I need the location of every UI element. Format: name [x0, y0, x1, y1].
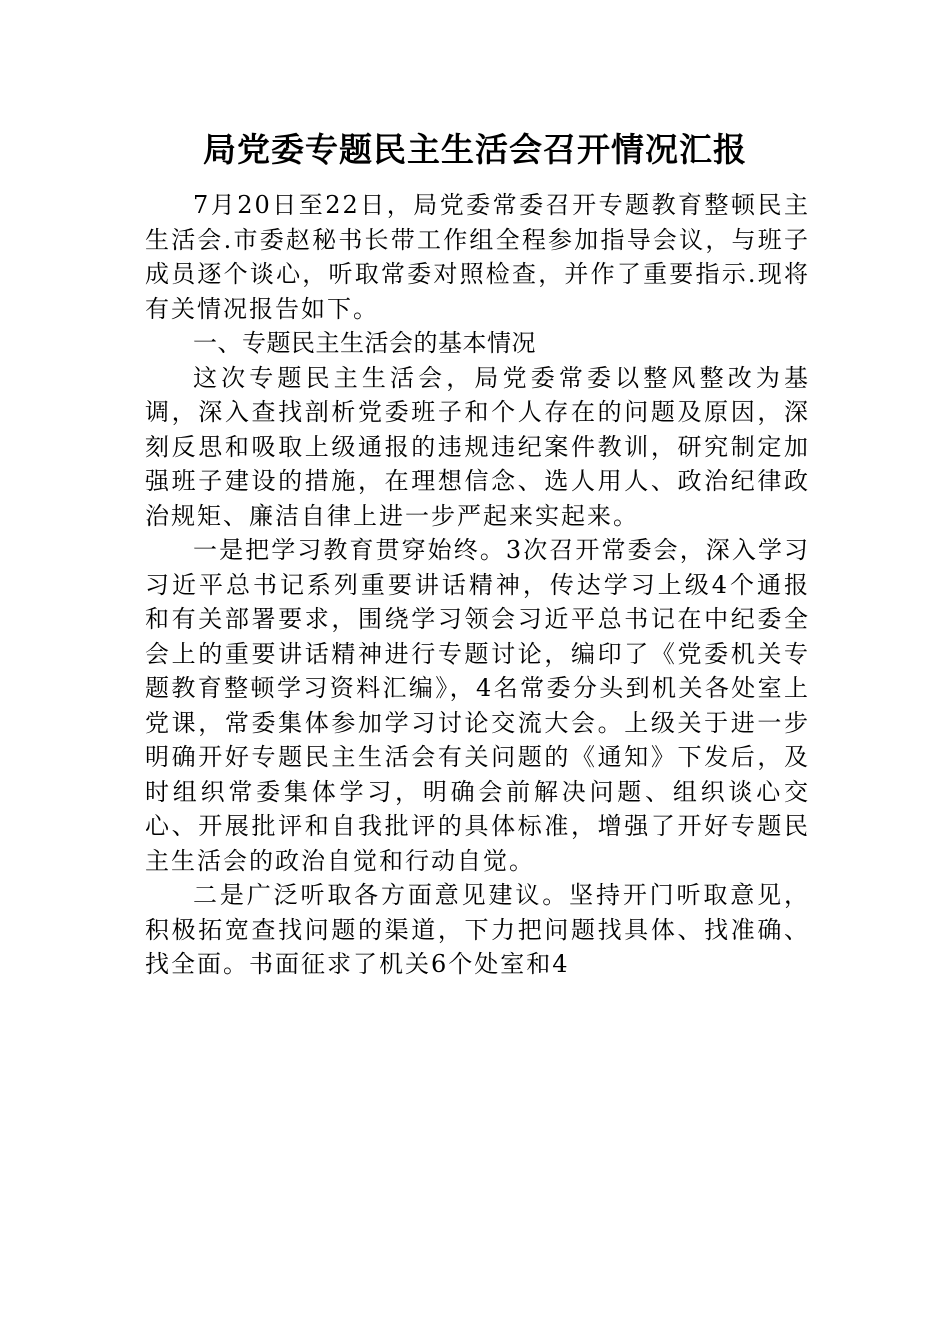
overview-paragraph: 这次专题民主生活会，局党委常委以整风整改为基调，深入查找剖析党委班子和个人存在的问题及原因，深刻反思和吸取上级通报的违规违纪案件教训，研究制定加强班子建设的措施，在理想信念、选人用人、政治纪律政治规矩、廉洁自律上进一步严起来实起来。: [145, 363, 810, 530]
point-one-paragraph: 一是把学习教育贯穿始终。3次召开常委会，深入学习习近平总书记系列重要讲话精神，传达学习上级4个通报和有关部署要求，围绕学习领会习近平总书记在中纪委全会上的重要讲话精神进行专题讨论，编印了《党委机关专题教育整顿学习资料汇编》，4名常委分头到机关各处室上党课，常委集体参加学习讨论交流大会。上级关于进一步明确开好专题民主生活会有关问题的《通知》下发后，及时组织常委集体学习，明确会前解决问题、组织谈心交心、开展批评和自我批评的具体标准，增强了开好专题民主生活会的政治自觉和行动自觉。: [145, 536, 810, 875]
section-heading-1: 一、专题民主生活会的基本情况: [193, 329, 536, 357]
document-title: 局党委专题民主生活会召开情况汇报: [203, 130, 747, 169]
point-two-paragraph: 二是广泛听取各方面意见建议。坚持开门听取意见，积极拓宽查找问题的渠道，下力把问题找具体、找准确、找全面。书面征求了机关6个处室和4: [145, 881, 810, 978]
intro-paragraph: 7月20日至22日，局党委常委召开专题教育整顿民主生活会.市委赵秘书长带工作组全程参加指导会议，与班子成员逐个谈心，听取常委对照检查，并作了重要指示.现将有关情况报告如下。: [145, 191, 810, 323]
document-body: [145, 188, 810, 982]
